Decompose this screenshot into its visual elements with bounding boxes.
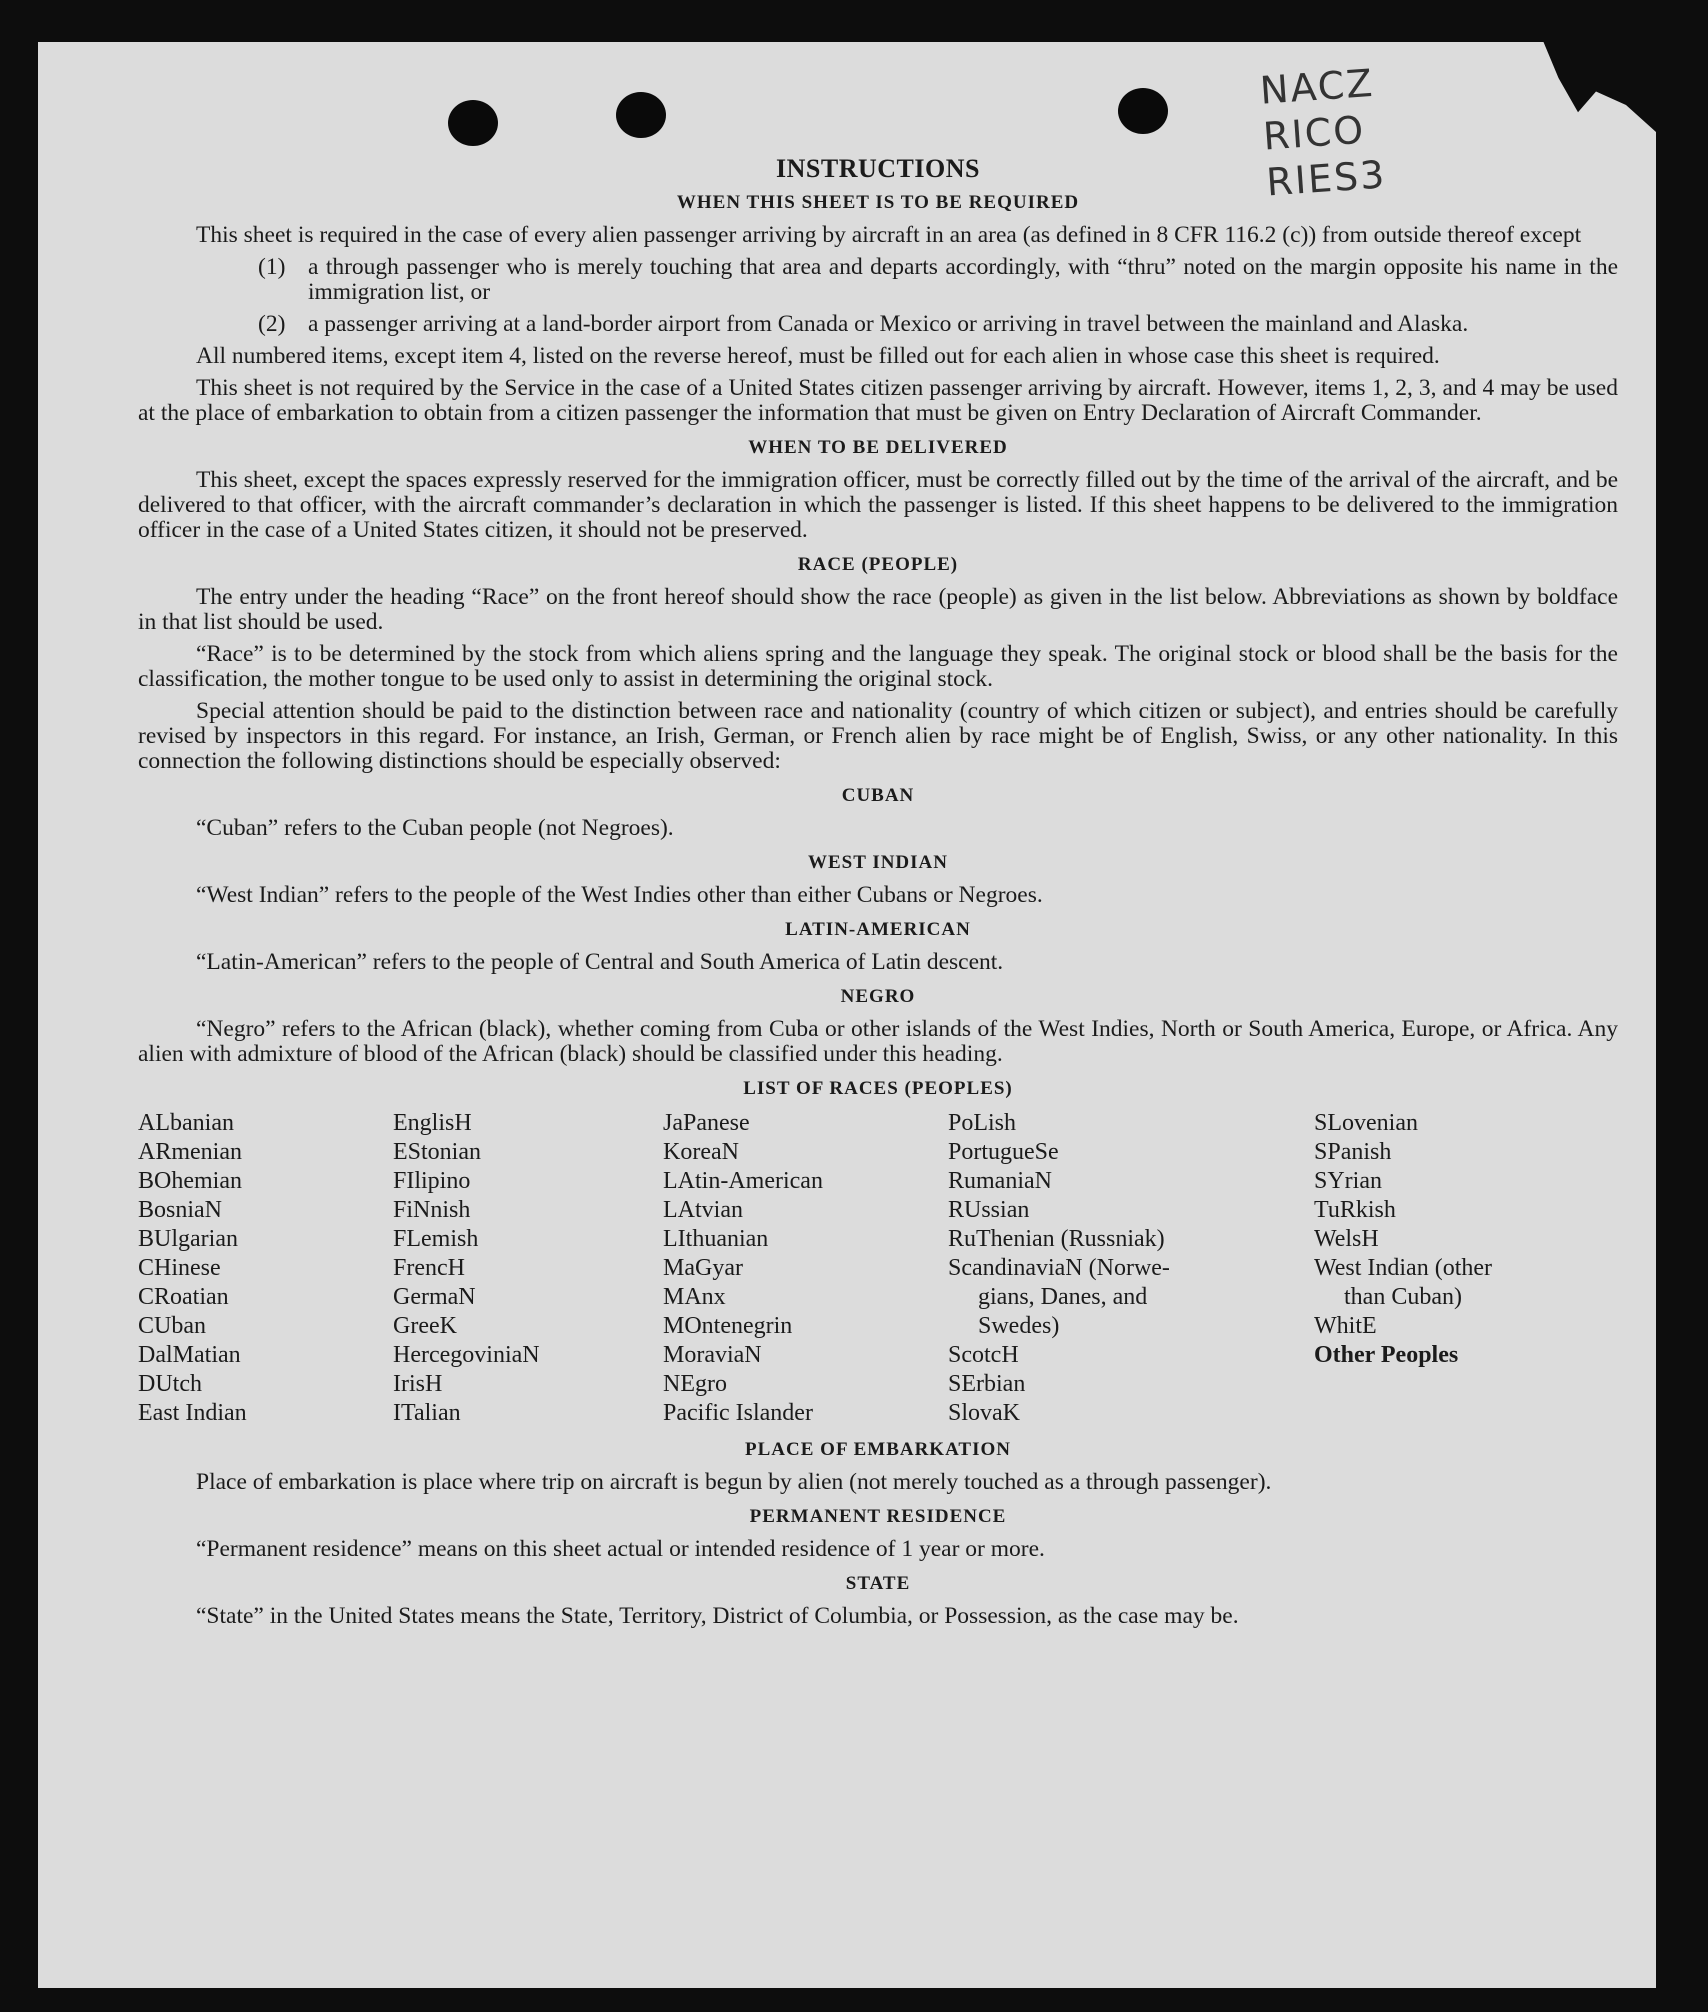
race-item: FIlipino [393, 1168, 471, 1194]
race-item: CHinese [138, 1255, 221, 1281]
races-column-2 [393, 1109, 663, 1428]
race-item: GermaN [393, 1284, 476, 1310]
race-item: MOntenegrin [663, 1313, 793, 1339]
race-item: CRoatian [138, 1284, 229, 1310]
race-item: West Indian (other [1314, 1255, 1493, 1281]
race-item: ARmenian [138, 1139, 242, 1165]
race-item: EnglisH [393, 1110, 472, 1136]
definition-text: “Latin-American” refers to the people of Central and South America of Latin descent. [196, 949, 1004, 975]
race-item: gians, Danes, and [978, 1284, 1148, 1310]
race-item: RUssian [948, 1197, 1030, 1223]
race-item: MAnx [663, 1284, 726, 1310]
item-number: (1) [258, 254, 286, 280]
section-heading-latin-american: LATIN-AMERICAN [785, 919, 971, 940]
paragraph: “Negro” refers to the African (black), whether coming from Cuba or other islands of the West Indies, North or South America, Europe, or Africa. Any alien with admixture of blood of the African (black) should be classified under this heading. [138, 1016, 1618, 1067]
race-item: BosniaN [138, 1197, 222, 1223]
race-item: Pacific Islander [663, 1400, 813, 1426]
section-heading-residence: PERMANENT RESIDENCE [749, 1506, 1007, 1527]
paragraph: All numbered items, except item 4, listed on the reverse hereof, must be filled out for each alien in whose case this sheet is required. [196, 343, 1440, 369]
race-item: GreeK [393, 1313, 457, 1339]
race-item: HercegoviniaN [393, 1342, 540, 1368]
race-item: DalMatian [138, 1342, 241, 1368]
definition-text: “Permanent residence” means on this sheet actual or intended residence of 1 year or more. [196, 1536, 1045, 1562]
race-item: WhitE [1314, 1313, 1377, 1339]
section-heading-west-indian: WEST INDIAN [808, 852, 948, 873]
instructions-content [138, 114, 1618, 1636]
race-item: SErbian [948, 1371, 1026, 1397]
races-column-3 [663, 1109, 948, 1428]
race-item: Other Peoples [1314, 1342, 1459, 1368]
race-item: LAtvian [663, 1197, 743, 1223]
race-item: East Indian [138, 1400, 247, 1426]
race-item: EStonian [393, 1139, 481, 1165]
section-heading-state: STATE [845, 1573, 911, 1594]
section-heading-cuban: CUBAN [841, 785, 915, 806]
paragraph: This sheet is required in the case of every alien passenger arriving by aircraft in an area (as defined in 8 CFR 116.2 (c)) from outside thereof except [196, 222, 1582, 248]
race-item: FLemish [393, 1226, 479, 1252]
section-heading-list-of-races: LIST OF RACES (PEOPLES) [743, 1078, 1013, 1099]
item-text: a passenger arriving at a land-border airport from Canada or Mexico or arriving in travel between the mainland and Alaska. [308, 311, 1469, 337]
race-item: ScotcH [948, 1342, 1019, 1368]
document-sheet [38, 42, 1656, 1988]
section-heading-negro: NEGRO [840, 986, 916, 1007]
race-item: FrencH [393, 1255, 465, 1281]
numbered-item [138, 255, 1618, 305]
race-item: IrisH [393, 1371, 443, 1397]
section-heading-embarkation: PLACE OF EMBARKATION [745, 1439, 1011, 1460]
race-item: MaGyar [663, 1255, 743, 1281]
paragraph: “State” in the United States means the State, Territory, District of Columbia, or Possession, as the case may be. [196, 1603, 1239, 1629]
section-heading-required: WHEN THIS SHEET IS TO BE REQUIRED [676, 192, 1080, 213]
race-item: BUlgarian [138, 1226, 238, 1252]
race-item: ScandinaviaN (Norwe- [948, 1255, 1170, 1281]
race-item: SPanish [1314, 1139, 1392, 1165]
page-title: INSTRUCTIONS [776, 154, 980, 183]
race-item: KoreaN [663, 1139, 739, 1165]
race-item: than Cuban) [1344, 1284, 1462, 1310]
race-item: LIthuanian [663, 1226, 769, 1252]
race-item: ALbanian [138, 1110, 234, 1136]
race-item: ITalian [393, 1400, 461, 1426]
race-item: MoraviaN [663, 1342, 762, 1368]
race-item: SLovenian [1314, 1110, 1418, 1136]
item-number: (2) [258, 311, 286, 337]
definition-text: “Cuban” refers to the Cuban people (not Negroes). [196, 815, 674, 841]
race-item: FiNnish [393, 1197, 471, 1223]
race-item: CUban [138, 1313, 206, 1339]
item-text: a through passenger who is merely touching that area and departs accordingly, with “thru” noted on the margin opposite his name in the immigration list, or [308, 254, 1618, 305]
race-item: Swedes) [978, 1313, 1060, 1339]
races-column-1 [138, 1109, 393, 1428]
race-item: WelsH [1314, 1226, 1379, 1252]
races-column-4 [948, 1109, 1314, 1428]
paragraph: This sheet, except the spaces expressly reserved for the immigration officer, must be correctly filled out by the time of the arrival of the aircraft, and be delivered to that officer, with the aircraft commander’s declaration in which the passenger is listed. If this sheet happens to be delivered to the immigration officer in the case of a United States citizen, it should not be preserved. [138, 467, 1618, 543]
paragraph: The entry under the heading “Race” on the front hereof should show the race (people) as given in the list below. Abbreviations as shown by boldface in that list should be used. [138, 584, 1618, 635]
race-item: TuRkish [1314, 1197, 1396, 1223]
race-item: PoLish [948, 1110, 1017, 1136]
race-item: PortugueSe [948, 1139, 1059, 1165]
race-item: LAtin-American [663, 1168, 823, 1194]
numbered-item [138, 312, 1618, 337]
paragraph: “Race” is to be determined by the stock from which aliens spring and the language they speak. The original stock or blood shall be the basis for the classification, the mother tongue to be used only to assist in determining the original stock. [138, 641, 1618, 692]
race-item: JaPanese [663, 1110, 750, 1136]
handwritten-line: RICO [1261, 107, 1367, 159]
definition-text: “West Indian” refers to the people of the West Indies other than either Cubans or Negroes. [196, 882, 1043, 908]
paragraph: Special attention should be paid to the distinction between race and nationality (country of which citizen or subject), and entries should be carefully revised by inspectors in this regard. For instance, an Irish, German, or French alien by race might be of English, Swiss, or any other nationality. In this connection the following distinctions should be especially observed: [138, 698, 1618, 774]
race-item: DUtch [138, 1371, 202, 1397]
handwritten-line: RIES3 [1264, 152, 1388, 205]
races-column-5 [1314, 1109, 1614, 1428]
paragraph: This sheet is not required by the Service in the case of a United States citizen passenger arriving by aircraft. However, items 1, 2, 3, and 4 may be used at the place of embarkation to obtain from a citizen passenger the information that must be given on Entry Declaration of Aircraft Commander. [138, 375, 1618, 426]
race-item: RuThenian (Russniak) [948, 1226, 1165, 1252]
section-heading-race: RACE (PEOPLE) [797, 554, 959, 575]
section-heading-delivered: WHEN TO BE DELIVERED [748, 437, 1008, 458]
handwritten-line: NACZ [1258, 60, 1376, 113]
races-list [138, 1109, 1618, 1428]
race-item: SYrian [1314, 1168, 1382, 1194]
race-item: SlovaK [948, 1400, 1020, 1426]
race-item: BOhemian [138, 1168, 242, 1194]
race-item: NEgro [663, 1371, 727, 1397]
paragraph: Place of embarkation is place where trip on aircraft is begun by alien (not merely touched as a through passenger). [196, 1469, 1272, 1495]
race-item: RumaniaN [948, 1168, 1052, 1194]
